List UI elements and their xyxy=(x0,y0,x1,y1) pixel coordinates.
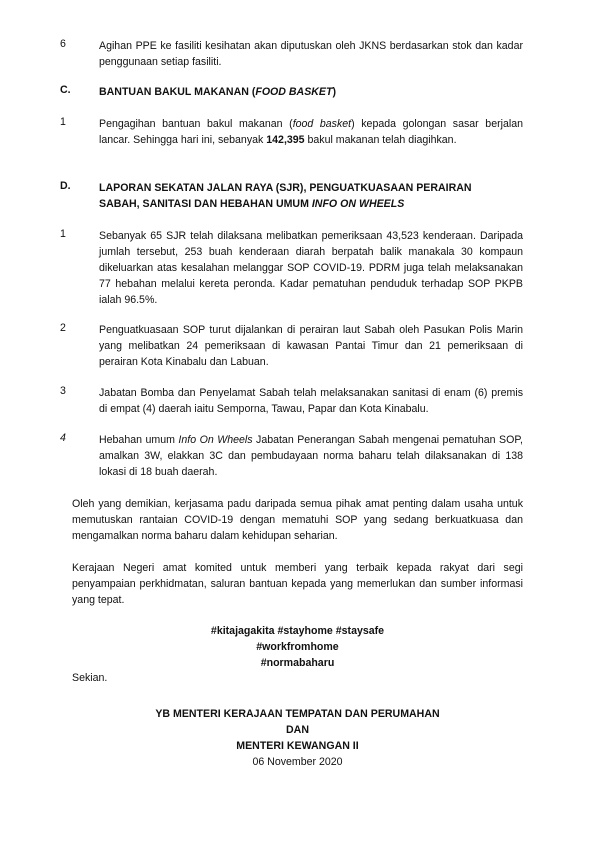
item-number: 6 xyxy=(60,38,66,50)
section-d-item-4-text xyxy=(99,432,523,480)
item-number: 2 xyxy=(60,322,66,334)
text-run: SABAH, SANITASI DAN HEBAHAN UMUM xyxy=(99,198,312,210)
section-d-item-2-text: Penguatkuasaan SOP turut dijalankan di perairan laut Sabah oleh Pasukan Polis Marin yang melibatkan 24 pemeriksaan di kawasan Pantai Timur dan 21 pemeriksaan di perairan Kota Kinabalu dan Labuan. xyxy=(99,324,523,368)
hashtags-line-1: #kitajagakita #stayhome #staysafe xyxy=(210,625,385,637)
section-c-letter: C. xyxy=(60,84,71,96)
closing-paragraph-1: Oleh yang demikian, kerjasama padu daripada semua pihak amat penting dalam usaha untuk memutuskan rantaian COVID-19 dengan mematuhi SOP yang sedang berkuatkuasa dan mengamalkan norma baharu dalam kehidupan seharian. xyxy=(72,498,523,542)
section-d-title xyxy=(99,180,523,212)
section-c-title-text: BANTUAN BAKUL MAKANAN ( xyxy=(99,86,256,98)
item-6-text: Agihan PPE ke fasiliti kesihatan akan diputuskan oleh JKNS berdasarkan stok dan kadar penggunaan setiap fasiliti. xyxy=(99,40,523,68)
item-number: 1 xyxy=(60,116,66,128)
signature-line-2: DAN xyxy=(286,724,309,736)
section-d-item-1-text: Sebanyak 65 SJR telah dilaksana melibatkan pemeriksaan 43,523 kenderaan. Daripada jumlah tersebut, 253 buah kenderaan diarah berpatah balik manakala 30 kompaun dikeluarkan atas kesalahan melanggar SOP COVID-19. PDRM juga telah melaksanakan 77 hebahan melalui kereta peronda. Kadar pematuhan penduduk terhadap SOP PKPB ialah 96.5%. xyxy=(99,230,523,306)
section-c-title xyxy=(99,84,336,100)
signature-line-1: YB MENTERI KERAJAAN TEMPATAN DAN PERUMAHAN xyxy=(155,708,440,720)
section-d-title-line-1: LAPORAN SEKATAN JALAN RAYA (SJR), PENGUATKUASAAN PERAIRAN xyxy=(99,182,472,194)
text-run: Jabatan Penerangan Sabah mengenai pematuhan SOP, amalkan 3W, elakkan 3C dan pembudayaan norma baharu telah dilaksanakan di 138 lokasi di 18 buah daerah. xyxy=(99,434,524,478)
section-d-item-3-text: Jabatan Bomba dan Penyelamat Sabah telah melaksanakan sanitasi di enam (6) premis di empat (4) daerah iaitu Semporna, Tawau, Papar dan Kota Kinabalu. xyxy=(99,387,523,415)
section-c-title-end: ) xyxy=(332,86,336,98)
signature-date: 06 November 2020 xyxy=(252,756,343,768)
section-c-title-italic: FOOD BASKET xyxy=(255,86,333,98)
item-number: 1 xyxy=(60,228,66,240)
section-c-item-1-text xyxy=(99,116,523,148)
closing-paragraph-2: Kerajaan Negeri amat komited untuk memberi yang terbaik kepada rakyat dari segi penyampaian perkhidmatan, saluran bantuan kepada yang memerlukan dan sumber informasi yang tepat. xyxy=(72,562,523,606)
text-run-italic: Info On Wheels xyxy=(178,434,253,446)
hashtags-line-2: #workfromhome xyxy=(256,641,339,653)
text-run: bakul makanan telah diagihkan. xyxy=(304,134,457,146)
section-d-title-line-2 xyxy=(99,196,523,212)
sekian-text: Sekian. xyxy=(72,672,108,684)
text-run: Pengagihan bantuan bakul makanan ( xyxy=(99,118,293,130)
signature-line-3: MENTERI KEWANGAN II xyxy=(236,740,359,752)
text-run: Hebahan umum xyxy=(99,434,179,446)
text-run-italic: food basket xyxy=(292,118,352,130)
text-run-italic: INFO ON WHEELS xyxy=(311,198,405,210)
section-d-letter: D. xyxy=(60,180,71,192)
item-number: 3 xyxy=(60,385,66,397)
food-basket-count: 142,395 xyxy=(266,134,305,146)
item-number: 4 xyxy=(60,432,66,444)
text-run: ) kepada golongan sasar berjalan lancar. Sehingga hari ini, sebanyak xyxy=(99,118,523,146)
hashtags-line-3: #normabaharu xyxy=(260,657,335,669)
